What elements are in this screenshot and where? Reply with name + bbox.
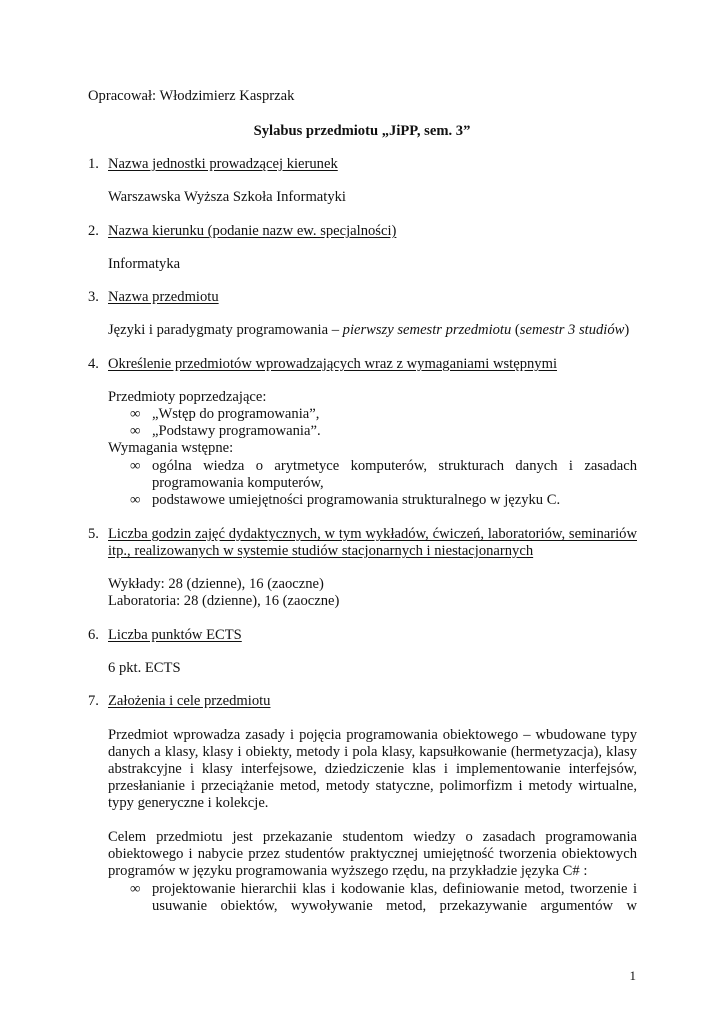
section-number: 2. <box>88 223 99 239</box>
section-number: 6. <box>88 627 99 643</box>
req-item: ogólna wiedza o arytmetyce komputerów, strukturach danych i zasadach <box>152 458 637 474</box>
section-body <box>108 321 629 339</box>
section-body: Warszawska Wyższa Szkoła Informatyki <box>108 189 346 205</box>
paragraph-line: typy generyczne i kolekcje. <box>108 795 269 811</box>
body-italic: semestr 3 studiów <box>519 322 625 338</box>
paragraph-line: przesłanianie i przeciążanie metod, metody statyczne, polimorfizm i metody wirtualne, <box>108 778 637 794</box>
section-body: 6 pkt. ECTS <box>108 660 181 676</box>
section-number: 4. <box>88 356 99 372</box>
prereq-item: „Wstęp do programowania”, <box>152 406 320 422</box>
paragraph-line: abstrakcyjne i klasy interfejsowe, dziedziczenie klas i implementowanie interfejsów, <box>108 761 637 777</box>
bullet-icon: ∞ <box>130 423 141 439</box>
section-heading: Nazwa jednostki prowadzącej kierunek <box>108 156 338 172</box>
body-text: Języki i paradygmaty programowania – <box>108 322 343 338</box>
bullet-icon: ∞ <box>130 492 141 508</box>
body-italic: pierwszy semestr przedmiotu <box>342 322 512 338</box>
paragraph-line: Przedmiot wprowadza zasady i pojęcia programowania obiektowego – wbudowane typy <box>108 727 637 743</box>
bullet-icon: ∞ <box>130 881 141 897</box>
prereq-label: Przedmioty poprzedzające: <box>108 389 267 405</box>
section-number: 5. <box>88 526 99 542</box>
paragraph-line: danych a klasy, klasy i obiekty, metody i pola klasy, kapsułkowanie (hermetyzacja), klasy <box>108 744 637 760</box>
paragraph-line: Celem przedmiotu jest przekazanie studentom wiedzy o zasadach programowania <box>108 829 637 845</box>
section-heading: Liczba punktów ECTS <box>108 627 242 643</box>
req-label: Wymagania wstępne: <box>108 440 234 456</box>
page-number: 1 <box>629 968 636 983</box>
section-heading: Określenie przedmiotów wprowadzających wraz z wymaganiami wstępnymi <box>108 356 558 372</box>
req-item-cont: programowania komputerów, <box>152 475 324 491</box>
body-text: ( <box>511 322 520 338</box>
bullet-icon: ∞ <box>130 458 141 474</box>
section-number: 3. <box>88 289 99 305</box>
body-text: ) <box>624 322 630 338</box>
section-heading: Nazwa kierunku (podanie nazw ew. specjalności) <box>108 223 397 239</box>
req-item: podstawowe umiejętności programowania strukturalnego w języku C. <box>152 492 561 508</box>
bullet-icon: ∞ <box>130 406 141 422</box>
goal-item-cont: usuwanie obiektów, wywoływanie metod, przekazywanie argumentów w <box>152 898 637 914</box>
section-number: 1. <box>88 156 99 172</box>
author-line: Opracował: Włodzimierz Kasprzak <box>88 88 295 104</box>
section-body: Informatyka <box>108 256 181 272</box>
hours-line: Wykłady: 28 (dzienne), 16 (zaoczne) <box>108 576 324 592</box>
goal-item: projektowanie hierarchii klas i kodowanie klas, definiowanie metod, tworzenie i <box>152 881 637 897</box>
paragraph-line: programów w języku programowania wyższego rzędu, na przykładzie języka C# : <box>108 863 588 879</box>
hours-line: Laboratoria: 28 (dzienne), 16 (zaoczne) <box>108 593 340 609</box>
prereq-item: „Podstawy programowania”. <box>152 423 321 439</box>
section-heading: Liczba godzin zajęć dydaktycznych, w tym wykładów, ćwiczeń, laboratoriów, seminariów <box>108 526 637 542</box>
document-title: Sylabus przedmiotu „JiPP, sem. 3” <box>253 123 471 139</box>
paragraph-line: obiektowego i nabycie przez studentów praktycznej umiejętność tworzenia obiektowych <box>108 846 637 862</box>
section-heading-cont: itp., realizowanych w systemie studiów stacjonarnych i niestacjonarnych <box>108 543 534 559</box>
section-heading: Nazwa przedmiotu <box>108 289 219 305</box>
section-heading: Założenia i cele przedmiotu <box>108 693 271 709</box>
section-number: 7. <box>88 693 99 709</box>
